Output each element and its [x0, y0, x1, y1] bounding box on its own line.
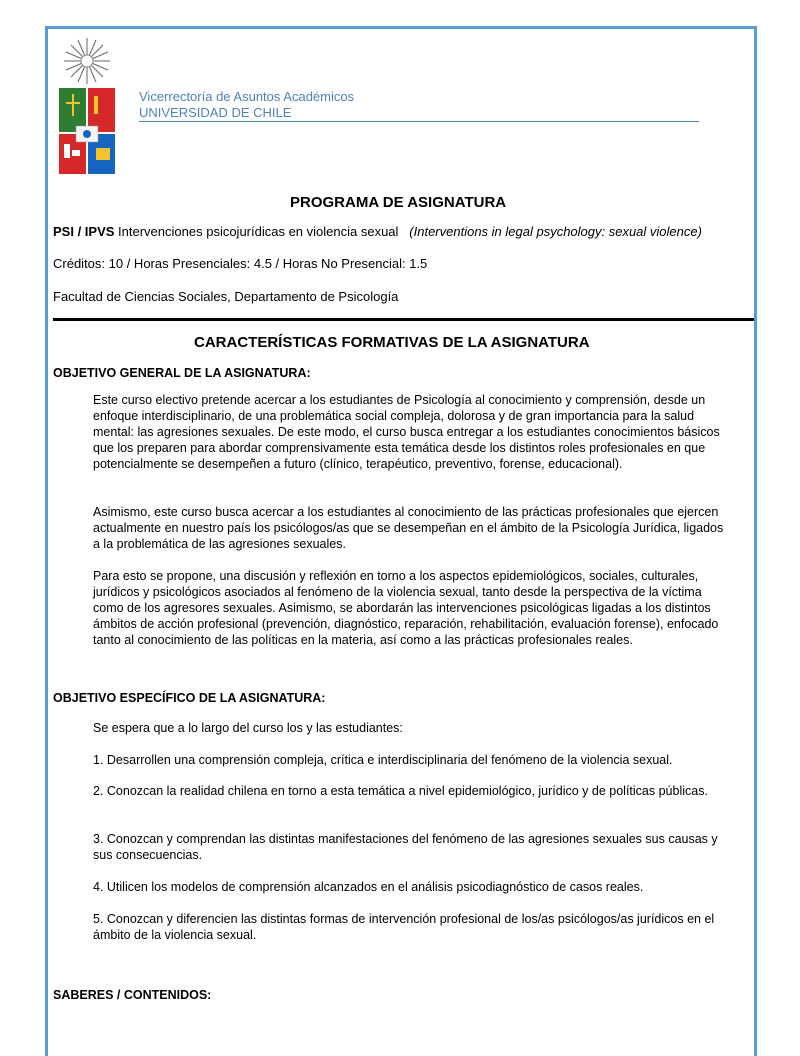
- universidad-label: UNIVERSIDAD DE CHILE: [139, 105, 292, 120]
- objetivo-especifico-intro: Se espera que a lo largo del curso los y las estudiantes:: [93, 721, 403, 735]
- list-item: 3. Conozcan y comprendan las distintas manifestaciones del fenómeno de las agresiones sexuales sus causas y sus consecuencias.: [93, 832, 718, 862]
- course-line: [53, 224, 702, 239]
- objetivo-general-heading: OBJETIVO GENERAL DE LA ASIGNATURA:: [53, 366, 311, 380]
- objetivo-general-paragraph-3: Para esto se propone, una discusión y reflexión en torno a los aspectos epidemiológicos, sociales, culturales, jurídicos y psicológicos asociados al fenómeno de la violencia sexual, tanto desde la perspectiva de la víctima como de los agresores sexuales. Asimismo, se abordarán las intervenciones psicológicas ligadas a los distintos ámbitos de acción profesional (prevención, diagnóstico, reparación, rehabilitación, evaluación forense), enfocado tanto al conocimiento de las políticas en la materia, así como a las prácticas profesionales reales.: [93, 569, 719, 647]
- faculty-line: Facultad de Ciencias Sociales, Departamento de Psicología: [53, 289, 399, 304]
- list-item: 4. Utilicen los modelos de comprensión alcanzados en el análisis psicodiagnóstico de casos reales.: [93, 880, 644, 894]
- header-divider: [139, 121, 699, 122]
- section-title: CARACTERÍSTICAS FORMATIVAS DE LA ASIGNATURA: [194, 334, 590, 351]
- objetivo-general-paragraph-2: Asimismo, este curso busca acercar a los estudiantes al conocimiento de las prácticas profesionales que ejercen actualmente en nuestro país los psicólogos/as que se desempeñan en el ámbito de la Psicología Jurídica, ligados a la problemática de las agresiones sexuales.: [93, 505, 724, 551]
- credits-line: Créditos: 10 / Horas Presenciales: 4.5 / Horas No Presencial: 1.5: [53, 256, 428, 271]
- objetivo-general-paragraph-1: Este curso electivo pretende acercar a los estudiantes de Psicología al conocimiento y comprensión, desde un enfoque interdisciplinario, de una problemática social compleja, dolorosa y de gran importancia para la salud mental: las agresiones sexuales. De este modo, el curso busca entregar a los estudiantes conocimientos básicos que los preparen para abordar comprensivamente esta temática desde los distintos roles profesionales en que potencialmente se desempeñen a futuro (clínico, terapéutico, preventivo, forense, educacional).: [93, 393, 720, 471]
- list-item: 2. Conozcan la realidad chilena en torno a esta temática a nivel epidemiológico, jurídico y de políticas públicas.: [93, 784, 708, 798]
- section-divider: [53, 318, 754, 321]
- university-crest-logo: [58, 36, 116, 176]
- vicerrectoria-label: Vicerrectoría de Asuntos Académicos: [139, 89, 355, 104]
- saberes-heading: SABERES / CONTENIDOS:: [53, 988, 212, 1002]
- objetivo-especifico-heading: OBJETIVO ESPECÍFICO DE LA ASIGNATURA:: [53, 691, 326, 705]
- document-title: PROGRAMA DE ASIGNATURA: [290, 194, 507, 211]
- list-item: 5. Conozcan y diferencien las distintas formas de intervención profesional de los/as psicólogos/as jurídicos en el ámbito de la violencia sexual.: [93, 912, 715, 942]
- course-name: Intervenciones psicojurídicas en violencia sexual: [118, 224, 399, 239]
- list-item: 1. Desarrollen una comprensión compleja, crítica e interdisciplinaria del fenómeno de la violencia sexual.: [93, 753, 673, 767]
- course-code: PSI / IPVS: [53, 224, 115, 239]
- header-text: [139, 89, 354, 121]
- course-name-english: (Interventions in legal psychology: sexual violence): [409, 224, 702, 239]
